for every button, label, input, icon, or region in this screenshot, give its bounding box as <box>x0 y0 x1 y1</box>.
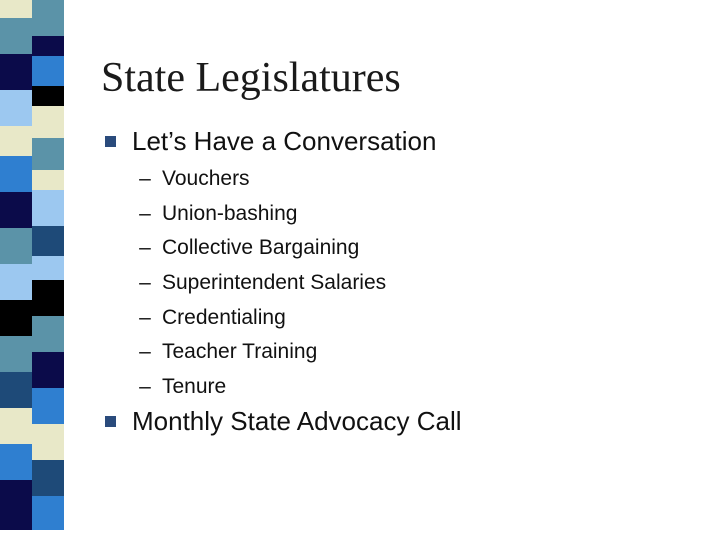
sub-bullet-text: Superintendent Salaries <box>162 271 387 295</box>
sub-bullet-item <box>128 335 386 370</box>
sub-bullet-text: Union-bashing <box>162 201 298 225</box>
sub-bullet-text: Vouchers <box>162 167 250 191</box>
sub-bullet-item <box>128 370 386 405</box>
dash-marker: – <box>139 340 151 364</box>
sub-bullet-list <box>128 162 386 404</box>
sub-bullet-item <box>128 231 386 266</box>
dash-marker: – <box>139 305 151 329</box>
sub-bullet-text: Collective Bargaining <box>162 236 360 260</box>
sub-bullet-item <box>128 300 386 335</box>
sub-bullet-text: Credentialing <box>162 305 286 329</box>
slide-title: State Legislatures <box>101 55 401 101</box>
sub-bullet-text: Tenure <box>162 374 227 398</box>
bullet-text: Let’s Have a Conversation <box>132 126 437 156</box>
sub-bullet-item <box>128 197 386 232</box>
decorative-stripe <box>0 0 64 540</box>
sub-bullet-item <box>128 162 386 197</box>
bullet-item <box>105 126 436 157</box>
dash-marker: – <box>139 271 151 295</box>
sub-bullet-item <box>128 266 386 301</box>
dash-marker: – <box>139 167 151 191</box>
bullet-text: Monthly State Advocacy Call <box>132 406 462 436</box>
dash-marker: – <box>139 236 151 260</box>
bullet-item <box>105 406 462 437</box>
square-bullet-icon <box>105 136 116 147</box>
dash-marker: – <box>139 201 151 225</box>
dash-marker: – <box>139 374 151 398</box>
square-bullet-icon <box>105 416 116 427</box>
sub-bullet-text: Teacher Training <box>162 340 318 364</box>
